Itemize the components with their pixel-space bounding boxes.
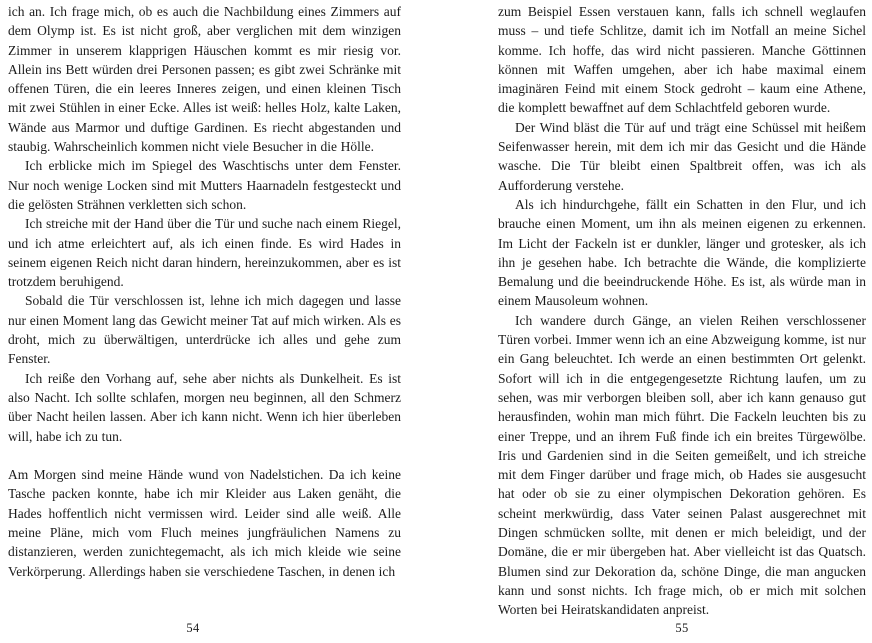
paragraph: Ich reiße den Vorhang auf, sehe aber nichts als Dunkelheit. Es ist also Nacht. Ich sollte schlafen, morgen neu beginnen, all den Schmerz über Nacht heilen lassen. Aber ich kann nicht. Wenn ich hier überleben will, habe ich zu tun. xyxy=(8,370,401,444)
paragraph: Sobald die Tür verschlossen ist, lehne ich mich dagegen und lasse nur einen Moment lang das Gewicht meiner Tat auf mich wirken. Als es droht, mich zu überwältigen, unterdrücke ich alles und gehe zum Fenster. xyxy=(8,293,401,367)
page-number-right: 55 xyxy=(675,621,689,635)
paragraph: zum Beispiel Essen verstauen kann, falls ich schnell weglaufen muss – und tiefe Schlitze, damit ich im Notfall an meine Sichel komme. Ich hoffe, das wird nicht passieren. Manche Göttinnen können mit Waffen umgehen, aber ich habe maximal einem imaginären Feind mit einem Stock gedroht – kaum eine Athene, die komplett bewaffnet auf dem Schlachtfeld geboren wurde. xyxy=(498,4,866,116)
paragraph: Am Morgen sind meine Hände wund von Nadelstichen. Da ich keine Tasche packen konnte, habe ich mir Kleider aus Laken genäht, die Hades hoffentlich nicht vermissen wird. Leider sind alle weiß. Alle meine Pläne, mich vom Fluch meines jungfräulichen Namens zu distanzieren, werden zunichtegemacht, als ich mich kleide wie seine Verkörperung. Allerdings haben sie verschiedene Taschen, in denen ich xyxy=(8,467,401,579)
paragraph: Der Wind bläst die Tür auf und trägt eine Schüssel mit heißem Seifenwasser herein, mit dem ich mir das Gesicht und die Hände wasche. Die Tür bleibt einen Spaltbreit offen, was ich als Aufforderung verstehe. xyxy=(498,119,866,193)
page-number-left: 54 xyxy=(186,621,200,635)
paragraph: Ich erblicke mich im Spiegel des Waschtischs unter dem Fenster. Nur noch wenige Locken sind mit Mutters Haarnadeln festgesteckt und die gelösten Strähnen verkletten sich schon. xyxy=(8,158,401,212)
page-right-text xyxy=(498,2,866,620)
paragraph: Ich streiche mit der Hand über die Tür und suche nach einem Riegel, und ich atme erleichtert auf, als ich einen finde. Es wird Hades in seinem eigenen Reich nicht daran hindern, hereinzukommen, aber es ist trotzdem beruhigend. xyxy=(8,216,401,290)
page-left-text xyxy=(8,2,401,581)
paragraph: Als ich hindurchgehe, fällt ein Schatten in den Flur, und ich brauche einen Moment, um ihn als meinen eigenen zu erkennen. Im Licht der Fackeln ist er dunkler, länger und grotesker, als ich ihn je gesehen habe. Ich betrachte die Wände, die komplizierte Bemalung und die beeindruckende Höhe. Es ist, als würde man in einem Mausoleum wohnen. xyxy=(498,196,866,309)
paragraph: ich an. Ich frage mich, ob es auch die Nachbildung eines Zimmers auf dem Olymp ist. Es ist nicht groß, aber verglichen mit dem winzigen Zimmer in unserem klapprigen Häuschen kommt es mir riesig vor. Allein ins Bett würden drei Personen passen; es gibt zwei Schränke mit offenen Türen, die ein leeres Inneres zeigen, und einen kleinen Tisch mit zwei Stühlen in einer Ecke. Alles ist weiß: helles Holz, kalte Laken, Wände aus Marmor und duftige Gardinen. Es riecht abgestanden und staubig. Wahrscheinlich kommen nicht viele Besucher in die Hölle. xyxy=(8,4,401,155)
paragraph: Ich wandere durch Gänge, an vielen Reihen verschlossener Türen vorbei. Immer wenn ich an eine Abzweigung komme, ist nur ein Gang beleuchtet. Ich werde an einen bestimmten Ort gelenkt. Sofort will ich in die entgegengesetzte Richtung laufen, um zu sehen, was mir verborgen bleiben soll, aber ich kann genauso gut herausfinden, wohin man mich führt. Die Fackeln leuchten bis zu einer Treppe, und an ihrem Fuß finde ich ein breites Türgewölbe. Iris und Gardenien sind in die Seiten gemeißelt, und ich streiche mit dem Finger darüber und frage mich, ob Hades sie ausgesucht hat oder ob sie zu einer olympischen Dekoration gehören. Es scheint merkwürdig, dass Vater seinen Palast ausgerechnet mit Dingen schmücken sollte, mit denen er mich beleidigt, und der Domäne, die er mir übergeben hat. Aber vielleicht ist das Quatsch. Blumen sind zur Dekoration da, schöne Dinge, die man angucken kann und sonst nichts. Ich frage mich, ob er mich mit solchen Worten bei Heiratskandidaten anpreist. xyxy=(498,312,866,618)
